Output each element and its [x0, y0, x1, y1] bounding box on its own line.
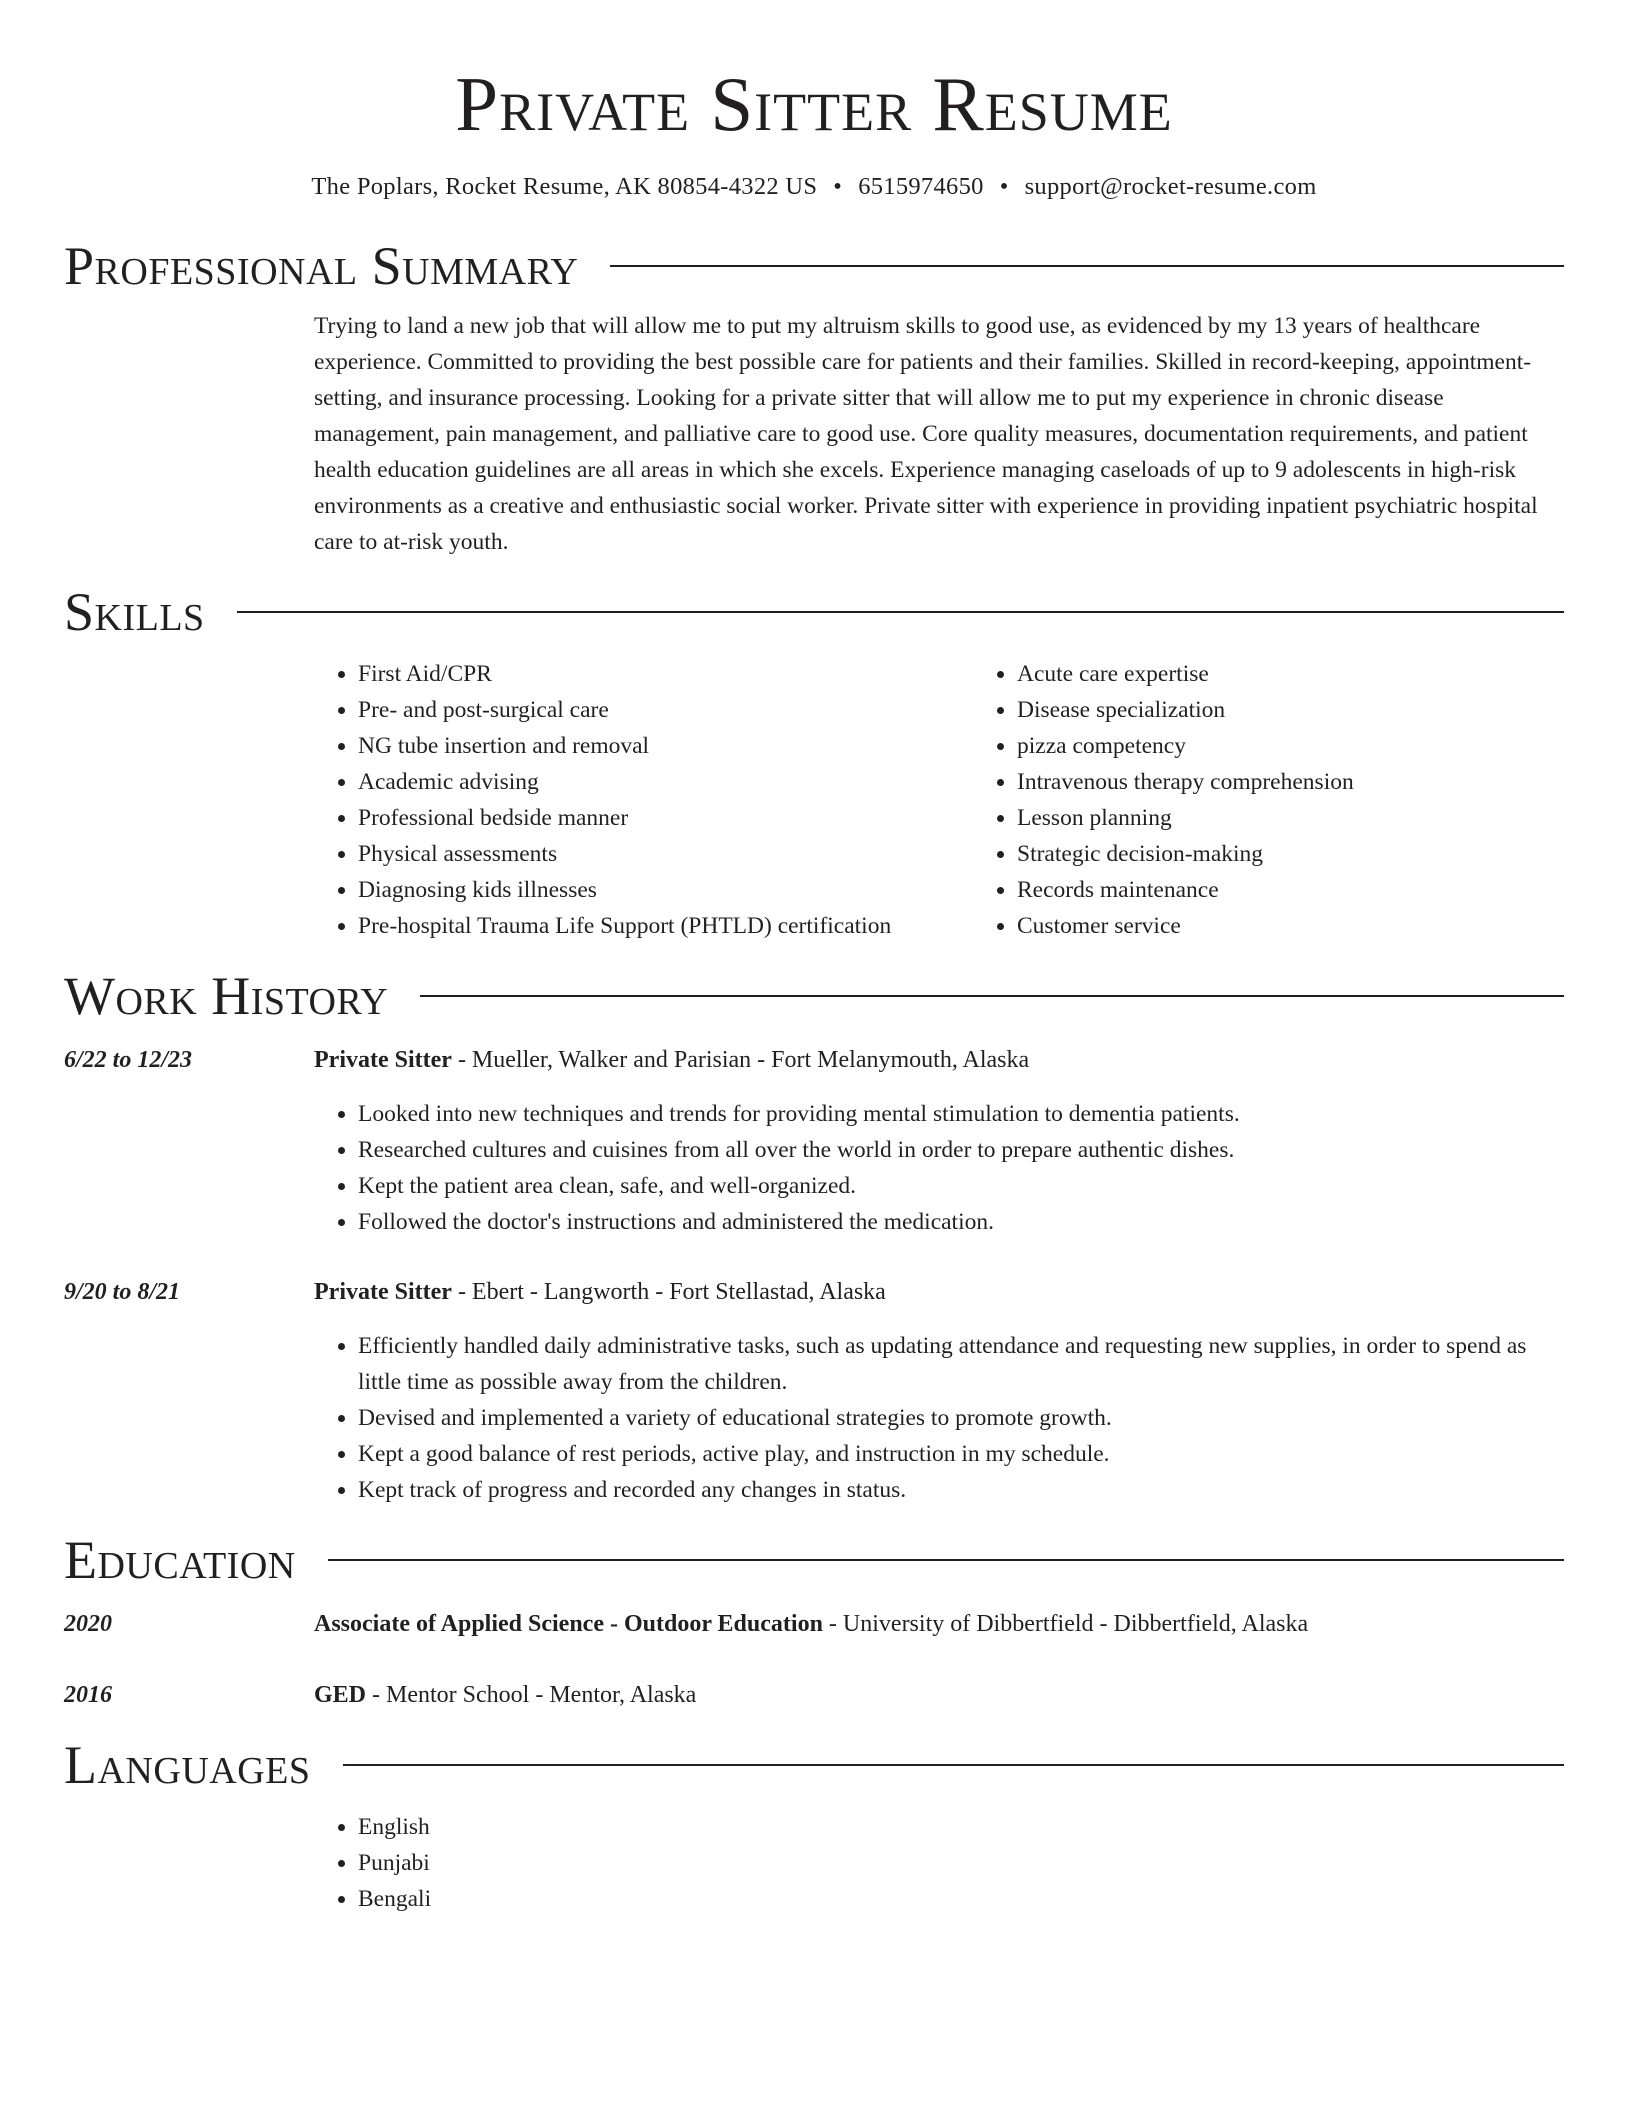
contact-phone: 6515974650: [858, 173, 984, 200]
summary-section-header: [64, 234, 1564, 298]
job-duty: • Followed the doctor's instructions and administered the medication.: [358, 1204, 1564, 1240]
languages-list: [314, 1809, 1564, 1917]
summary-heading: Professional Summary: [64, 236, 579, 296]
education-year: 2020: [64, 1611, 112, 1637]
job-employer: - Mueller, Walker and Parisian - Fort Melanymouth, Alaska: [451, 1047, 1030, 1073]
section-divider: [420, 995, 1564, 997]
education-degree: Associate of Applied Science - Outdoor Education: [314, 1611, 823, 1637]
job-title: Private Sitter: [314, 1279, 452, 1305]
contact-line: [64, 172, 1564, 202]
education-entry: [64, 1677, 1564, 1713]
job-duty: • Looked into new techniques and trends for providing mental stimulation to dementia patients.: [358, 1096, 1564, 1132]
section-divider: [328, 1559, 1564, 1561]
language-item: • Punjabi: [358, 1845, 1564, 1881]
skill-item: • Records maintenance: [1017, 872, 1354, 908]
skill-item: • Disease specialization: [1017, 692, 1354, 728]
languages-heading: Languages: [64, 1735, 311, 1795]
work-heading: Work History: [64, 966, 389, 1026]
contact-separator: •: [833, 173, 843, 200]
job-entry: [64, 1042, 1564, 1078]
skill-item: • Acute care expertise: [1017, 656, 1354, 692]
education-year: 2016: [64, 1682, 112, 1708]
job-duty: • Researched cultures and cuisines from all over the world in order to prepare authentic dishes.: [358, 1132, 1564, 1168]
skill-item: • Professional bedside manner: [358, 800, 973, 836]
job-title: Private Sitter: [314, 1047, 452, 1073]
job-duty: • Kept a good balance of rest periods, active play, and instruction in my schedule.: [358, 1436, 1564, 1472]
job-info: [314, 1042, 1564, 1078]
education-degree: GED: [314, 1682, 367, 1708]
skills-column-left: [314, 656, 973, 944]
page-title: Private Sitter Resume: [455, 61, 1173, 147]
education-section-header: [64, 1528, 1564, 1592]
language-item: • Bengali: [358, 1881, 1564, 1917]
summary-text: Trying to land a new job that will allow me to put my altruism skills to good use, as evidenced by my 13 years of healthcare experience. Committed to providing the best possible care for patients and their families. Skilled in record-keeping, appointment-setting, and insurance processing. Looking for a private sitter that will allow me to put my experience in chronic disease management, pain management, and palliative care to good use. Core quality measures, documentation requirements, and patient health education guidelines are all areas in which she excels. Experience managing caseloads of up to 9 adolescents in high-risk environments as a creative and enthusiastic social worker. Private sitter with experience in providing inpatient psychiatric hospital care to at-risk youth.: [314, 313, 1538, 555]
job-duty: • Devised and implemented a variety of educational strategies to promote growth.: [358, 1400, 1564, 1436]
education-info: [314, 1677, 1564, 1713]
skill-item: • pizza competency: [1017, 728, 1354, 764]
education-heading: Education: [64, 1530, 296, 1590]
education-entry: [64, 1606, 1564, 1642]
contact-separator: •: [999, 173, 1009, 200]
skill-item: • Physical assessments: [358, 836, 973, 872]
contact-email[interactable]: support@rocket-resume.com: [1024, 173, 1317, 200]
skill-item: • Pre-hospital Trauma Life Support (PHTLD) certification: [358, 908, 973, 944]
languages-section-header: [64, 1733, 1564, 1797]
contact-address: The Poplars, Rocket Resume, AK 80854-4322 US: [311, 173, 818, 200]
job-dates: 6/22 to 12/23: [64, 1047, 193, 1073]
job-duties: [314, 1096, 1564, 1240]
section-divider: [343, 1764, 1565, 1766]
skill-item: • Academic advising: [358, 764, 973, 800]
section-divider: [610, 265, 1564, 267]
language-item: • English: [358, 1809, 1564, 1845]
skill-item: • Customer service: [1017, 908, 1354, 944]
job-duty: • Kept track of progress and recorded any changes in status.: [358, 1472, 1564, 1508]
skill-item: • First Aid/CPR: [358, 656, 973, 692]
section-divider: [237, 611, 1564, 613]
skill-item: • Strategic decision-making: [1017, 836, 1354, 872]
job-duties: [314, 1328, 1564, 1508]
skills-list: [314, 656, 1564, 944]
languages-section: [314, 1809, 1564, 1917]
skill-item: • Lesson planning: [1017, 800, 1354, 836]
job-dates: 9/20 to 8/21: [64, 1279, 181, 1305]
skills-section-header: [64, 580, 1564, 644]
work-section-header: [64, 964, 1564, 1028]
job-employer: - Ebert - Langworth - Fort Stellastad, Alaska: [451, 1279, 886, 1305]
summary-section: [314, 308, 1564, 560]
job-duty: • Kept the patient area clean, safe, and well-organized.: [358, 1168, 1564, 1204]
skill-item: • Pre- and post-surgical care: [358, 692, 973, 728]
education-school: - University of Dibbertfield - Dibbertfield, Alaska: [822, 1611, 1309, 1637]
skill-item: • NG tube insertion and removal: [358, 728, 973, 764]
skill-item: • Diagnosing kids illnesses: [358, 872, 973, 908]
skill-item: • Intravenous therapy comprehension: [1017, 764, 1354, 800]
education-school: - Mentor School - Mentor, Alaska: [366, 1682, 697, 1708]
job-duty: • Efficiently handled daily administrative tasks, such as updating attendance and requesting new supplies, in order to spend as little time as possible away from the children.: [358, 1328, 1564, 1400]
job-entry: [64, 1274, 1564, 1310]
skills-column-right: [973, 656, 1354, 944]
skills-heading: Skills: [64, 582, 205, 642]
job-info: [314, 1274, 1564, 1310]
education-info: [314, 1606, 1564, 1642]
